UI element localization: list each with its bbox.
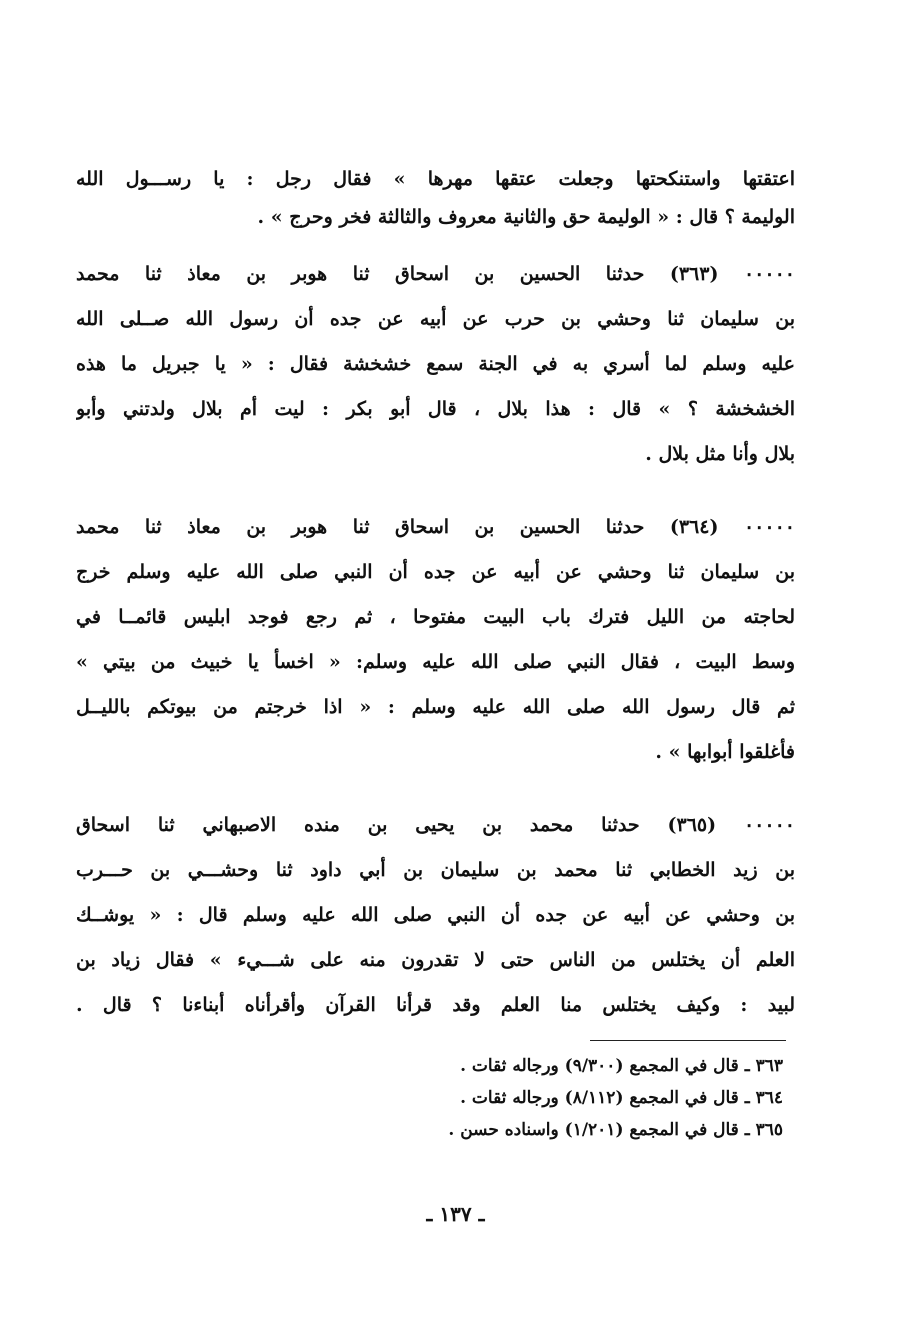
footnote-363: ٣٦٣ ـ قال في المجمع (٩/٣٠٠) ورجاله ثقات . xyxy=(460,1056,783,1076)
text-line: بلال وأنا مثل بلال . xyxy=(645,443,795,465)
paragraph-continuation xyxy=(76,160,795,236)
text-line: الوليمة ؟ قال : « الوليمة حق والثانية معروف والثالثة فخر وحرج » . xyxy=(257,206,795,228)
hadith-365 xyxy=(76,803,795,1028)
page-number: ـ ١٣٧ ـ xyxy=(426,1202,485,1226)
text-line: بن وحشي عن أبيه عن جده أن النبي صلى الله عليه وسلم قال : « يوشــك xyxy=(76,904,795,926)
text-line: فأغلقوا أبوابها » . xyxy=(655,741,795,763)
text-line: لبيد : وكيف يختلس منا العلم وقد قرأنا القرآن وأقرأناه أبناءنا ؟ قال . xyxy=(76,994,795,1016)
footnotes xyxy=(323,1050,783,1146)
text-line: ٠٠٠٠٠ (٣٦٥) حدثنا محمد بن يحيى بن منده الاصبهاني ثنا اسحاق xyxy=(76,814,795,836)
text-line: عليه وسلم لما أسري به في الجنة سمع خشخشة فقال : « يا جبريل ما هذه xyxy=(76,353,795,375)
footnote-364: ٣٦٤ ـ قال في المجمع (٨/١١٢) ورجاله ثقات . xyxy=(460,1088,783,1108)
text-line: بن سليمان ثنا وحشي بن حرب عن أبيه عن جده أن رسول الله صــلى الله xyxy=(76,308,795,330)
text-line: الخشخشة ؟ » قال : هذا بلال ، قال أبو بكر : ليت أم بلال ولدتني وأبو xyxy=(76,398,795,420)
main-text xyxy=(76,144,795,1028)
text-line: ٠٠٠٠٠ (٣٦٣) حدثنا الحسين بن اسحاق ثنا هوبر بن معاذ ثنا محمد xyxy=(76,263,795,285)
footnote-365: ٣٦٥ ـ قال في المجمع (١/٢٠١) واسناده حسن . xyxy=(448,1120,783,1140)
text-line: ثم قال رسول الله صلى الله عليه وسلم : « اذا خرجتم من بيوتكم بالليــل xyxy=(76,696,795,718)
text-line: وسط البيت ، فقال النبي صلى الله عليه وسلم: « اخسأ يا خبيث من بيتي » xyxy=(76,651,795,673)
text-line: ٠٠٠٠٠ (٣٦٤) حدثنا الحسين بن اسحاق ثنا هوبر بن معاذ ثنا محمد xyxy=(76,516,795,538)
hadith-364 xyxy=(76,505,795,775)
text-line: بن زيد الخطابي ثنا محمد بن سليمان بن أبي داود ثنا وحشـــي بن حـــرب xyxy=(76,859,795,881)
text-line: لحاجته من الليل فترك باب البيت مفتوحا ، ثم رجع فوجد ابليس قائمــا في xyxy=(76,606,795,628)
footnote-divider xyxy=(590,1040,786,1041)
hadith-363 xyxy=(76,252,795,477)
text-line: بن سليمان ثنا وحشي عن أبيه عن جده أن النبي صلى الله عليه وسلم خرج xyxy=(76,561,795,583)
text-line: اعتقتها واستنكحتها وجعلت عتقها مهرها » فقال رجل : يا رســـول الله xyxy=(76,168,795,190)
text-line: العلم أن يختلس من الناس حتى لا تقدرون منه على شـــيء » فقال زياد بن xyxy=(76,949,795,971)
